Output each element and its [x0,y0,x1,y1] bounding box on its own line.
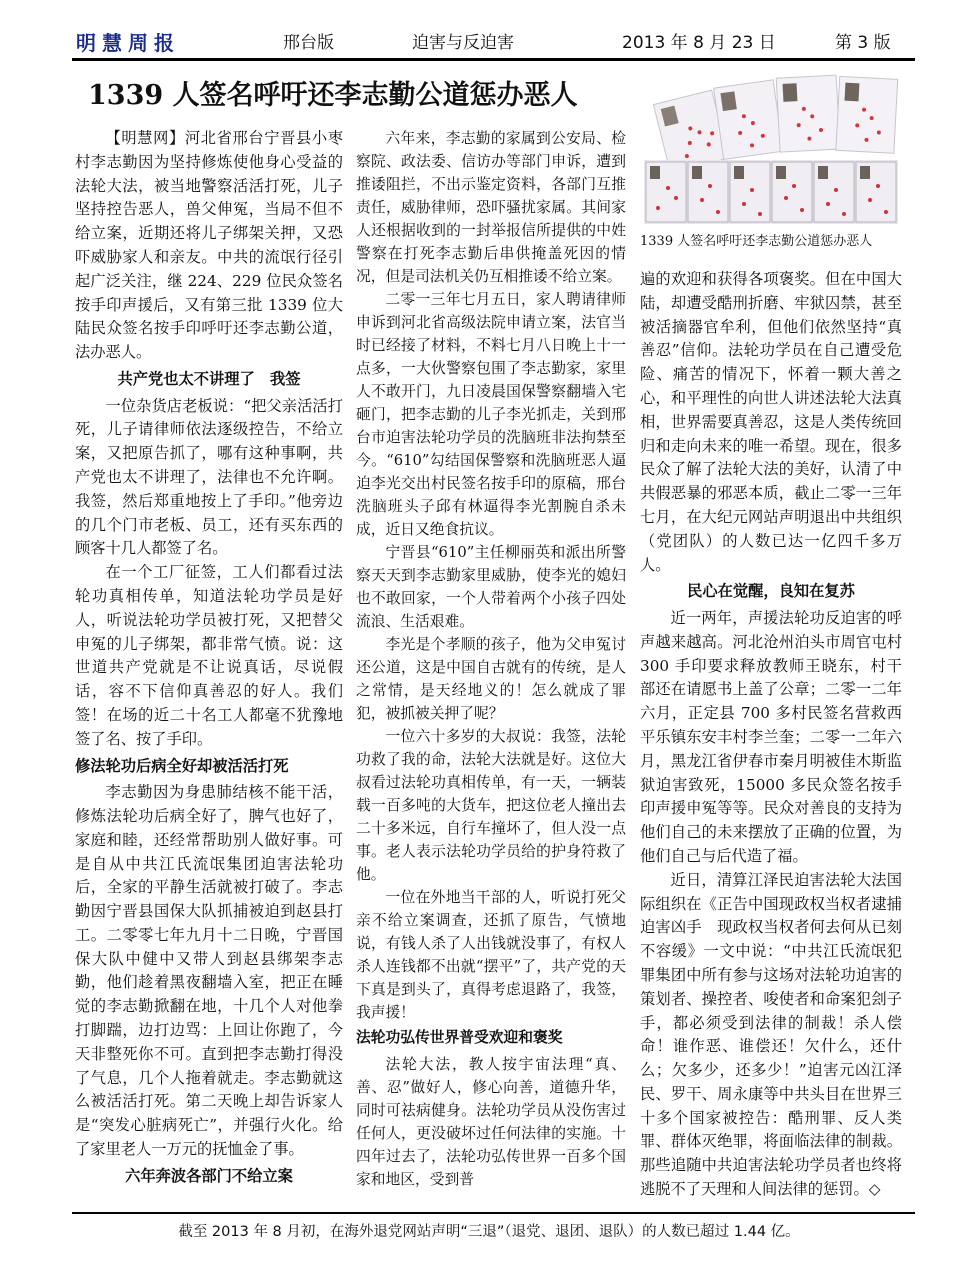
paragraph: 一位杂货店老板说：“把父亲活活打死，儿子请律师依法逐级控告，不给立案，又把原告抓了，哪有这种事啊，共产党也太不讲理了，法律也不允许啊。我签，然后郑重地按上了手印。”他旁边的几个门市老板、员工，还有买东西的顾客十几人都签了名。 [75,396,343,558]
paragraph: 李志勤因为身患肺结核不能干活，修炼法轮功后病全好了，脾气也好了，家庭和睦，还经常帮助别人做好事。可是自从中共江氏流氓集团迫害法轮功后，全家的平静生活就被打破了。李志勤因宁晋县国保大队抓捕被迫到赵县打工。二零零七年九月十二日晚，宁晋国保大队中健中又带人到赵县绑架李志勤，他们趁着黑夜翻墙入室，把正在睡觉的李志勤掀翻在地，十几个人对他拳打脚踹，边打边骂：上回让你跑了，今天非整死你不可。直到把李志勤打得没了气息，几个人拖着就走。李志勤就这么被活活打死。第二天晚上却告诉家人是“突发心脏病死亡”，并强行火化。给了家里老人一万元的抚恤金了事。 [75,783,343,1159]
paragraph: 一位在外地当干部的人，听说打死父亲不给立案调查，还抓了原告，气愤地说，有钱人杀了人出钱就没事了，有权人杀人连钱都不出就“摆平”了，共产党的天下真是到头了，真得考虑退路了，我签，我声援！ [356,889,626,1021]
section-label: 迫害与反迫害 [412,33,514,53]
paragraph: 在一个工厂征签，工人们都看过法轮功真相传单，知道法轮功学员是好人，听说法轮功学员被打死，又把替父申冤的儿子绑架，都非常气愤。说：这世道共产党就是不让说真话，尽说假话，容不下信仰真善忍的好人。我们签！在场的近二十名工人都毫不犹豫地签了名、按了手印。 [75,563,343,748]
page-number: 第 3 版 [835,33,891,53]
header-rule [72,58,915,61]
paragraph: 宁晋县“610”主任柳丽英和派出所警察天天到李志勤家里威胁，使李光的媳妇也不敢回家，一个人带着两个小孩子四处流浪、生活艰难。 [356,544,626,630]
paragraph: 遍的欢迎和获得各项褒奖。但在中国大陆，却遭受酷刑折磨、牢狱囚禁，甚至被活摘器官牟利，但他们依然坚持“真善忍”信仰。法轮功学员在自己遭受危险、痛苦的情况下，怀着一颗大善之心，和平理性的向世人讲述法轮大法真相，世界需要真善忍，这是人类传统回归和走向未来的唯一希望。现在，很多民众了解了法轮大法的美好，认清了中共假恶暴的邪恶本质，截止二零一三年七月，在大纪元网站声明退出中共组织（党团队）的人数已达一亿四千多万人。 [640,270,902,574]
article-title: 1339 人签名呼吁还李志勤公道惩办恶人 [88,80,578,111]
paragraph: 二零一三年七月五日，家人聘请律师申诉到河北省高级法院申请立案，法官当时已经接了材料，不料七月八日晚上十一点多，一大伙警察包围了李志勤家，家里人不敢开门，九日凌晨国保警察翻墙入宅砸门，把李志勤的儿子李光抓走，关到邢台市迫害法轮功学员的洗脑班非法拘禁至今。“610”勾结国保警察和洗脑班恶人逼迫李光交出村民签名按手印的原稿，邢台洗脑班头子邱有林逼得李光割腕自杀未成，近日又绝食抗议。 [356,291,626,538]
photo-caption: 1339 人签名呼吁还李志勤公道惩办恶人 [640,234,873,249]
subhead-3: 六年奔波各部门不给立案 [125,1166,293,1185]
paragraph: 法轮大法，教人按宇宙法理“真、善、忍”做好人，修心向善，道德升华，同时可祛病健身。法轮功学员从没伤害过任何人，更没破坏过任何法律的实施。十四年过去了，法轮功弘传世界一百多个国家和地区，受到普 [356,1055,626,1188]
masthead-logo: 明慧周报 [76,31,180,55]
subhead-2: 修法轮功后病全好却被活活打死 [75,756,289,775]
column-1 [75,127,343,1191]
paragraph: 六年来，李志勤的家属到公安局、检察院、政法委、信访办等部门申诉，遭到推诿阻拦，不出示鉴定资料，各部门互推责任，威胁律师，恐吓骚扰家属。其间家人还根据收到的一封举报信所提供的中姓警察在打死李志勤后串供掩盖死因的情况，但是司法机关仍互相推诿不给立案。 [356,130,626,285]
issue-date: 2013 年 8 月 23 日 [622,33,776,53]
subhead-4: 法轮功弘传世界普受欢迎和褒奖 [356,1029,563,1046]
footer-rule [72,1212,915,1214]
subhead-5: 民心在觉醒，良知在复苏 [687,582,855,601]
column-2 [356,127,626,1191]
subhead-1: 共产党也太不讲理了 我签 [117,369,301,388]
paragraph: 李光是个孝顺的孩子，他为父申冤讨还公道，这是中国自古就有的传统，是人之常情，是天经地义的！怎么就成了罪犯，被抓被关押了呢？ [356,636,626,722]
footer-note: 截至 2013 年 8 月初，在海外退党网站声明“三退”（退党、退团、退队）的人数已超过 1.44 亿。 [178,1224,800,1240]
paragraph: 近一两年，声援法轮功反迫害的呼声越来越高。河北沧州泊头市周官屯村 300 手印要求释放教师王晓东，村干部还在请愿书上盖了公章；二零一二年六月，正定县 700 多村民签名营救西平乐镇东安丰村李兰奎；二零一二年六月，黑龙江省伊春市秦月明被佳木斯监狱迫害致死，15000 多民众签名按手印声援申冤等等。民众对善良的支持为他们自己的未来摆放了正确的位置，为他们自己与后代造了福。 [640,608,902,865]
column-3 [640,268,902,1202]
intro-paragraph: 【明慧网】河北省邢台宁晋县小枣村李志勤因为坚持修炼使他身心受益的法轮大法，被当地警察活活打死，儿子坚持控告恶人，兽父伸冤，当局不但不给立案，近期还将儿子绑架关押，又恐吓威胁家人和亲友。中共的流氓行径引起广泛关注，继 224、229 位民众签名按手印声援后，又有第三批 1339 位大陆民众签名按手印呼吁还李志勤公道，法办恶人。 [75,129,343,362]
paragraph: 近日，清算江泽民迫害法轮大法国际组织在《正告中国现政权当权者逮捕迫害凶手 现政权当权者何去何从已刻不容缓》一文中说：“中共江氏流氓犯罪集团中所有参与这场对法轮功迫害的策划者、操控者、唆使者和命案犯刽子手，都必须受到法律的制裁！杀人偿命！谁作恶、谁偿还！欠什么，还什么；欠多少，还多少！”迫害元凶江泽民、罗干、周永康等中共头目在世界三十多个国家被控告：酷刑罪、反人类罪、群体灭绝罪，将面临法律的制裁。那些追随中共迫害法轮功学员者也终将逃脱不了天理和人间法律的惩罚。◇ [640,870,902,1199]
signature-sheets-photo [640,66,902,228]
edition-label: 邢台版 [283,33,334,53]
paragraph: 一位六十多岁的大叔说：我签，法轮功救了我的命，法轮大法就是好。这位大叔看过法轮功真相传单，有一天，一辆装载一百多吨的大货车，把这位老人撞出去二十多米远，自行车撞坏了，但人没一点事。老人表示法轮功学员给的护身符救了他。 [356,728,626,883]
